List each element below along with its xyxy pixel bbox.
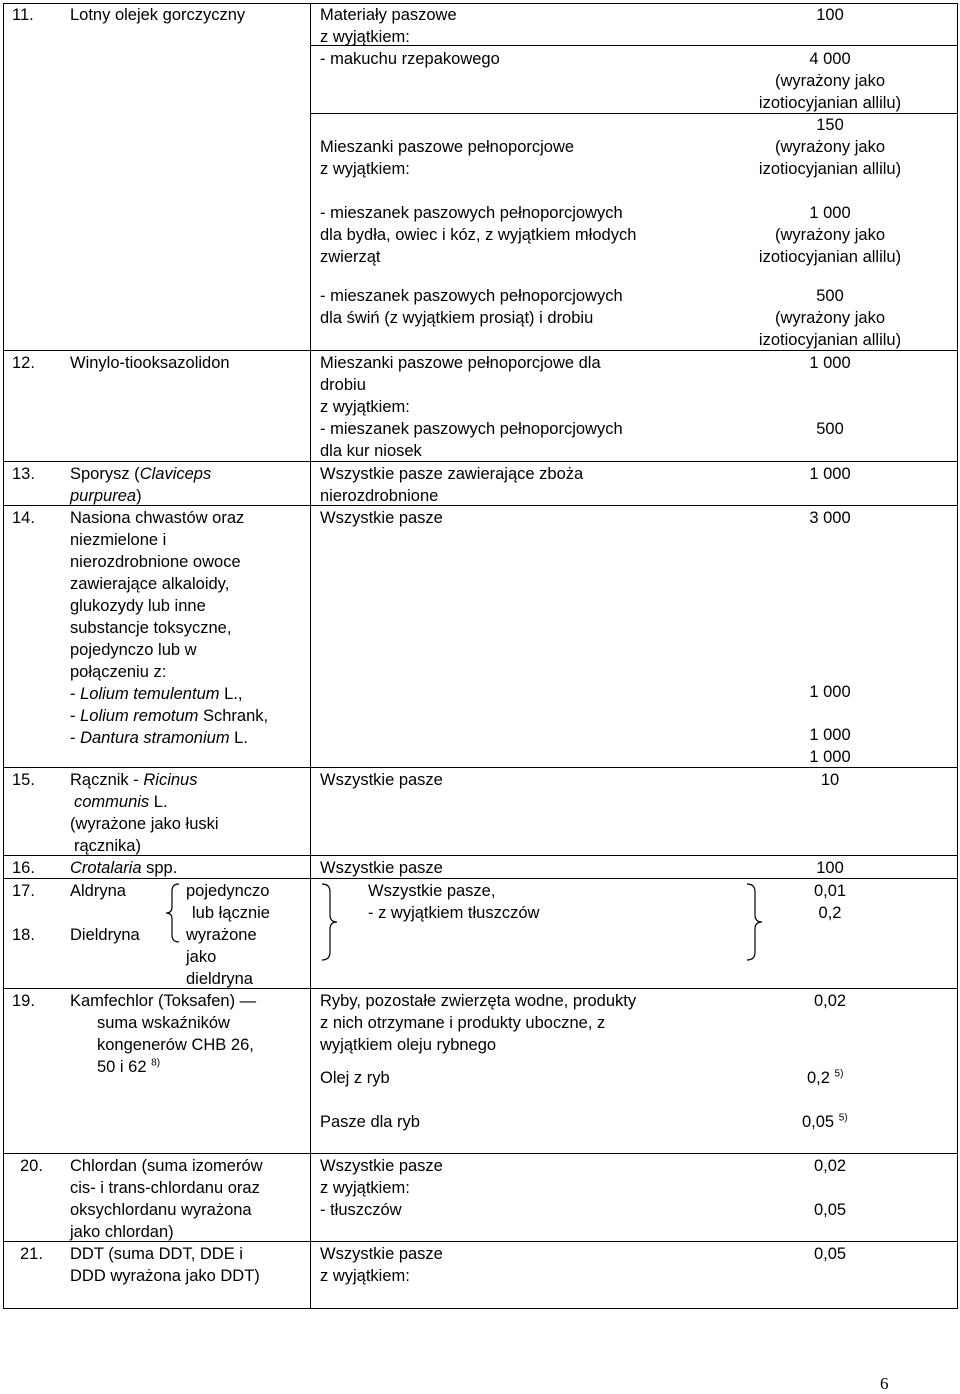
dash: - <box>70 729 81 747</box>
value-note: (wyrażony jako <box>774 72 886 90</box>
substance-name <box>74 791 168 813</box>
max-content-value: 500 <box>816 420 844 438</box>
substance-name <box>70 485 142 507</box>
feed-line: Wszystkie pasze <box>320 1157 443 1175</box>
max-content-value: 100 <box>816 859 844 877</box>
substance-latin: purpurea <box>70 487 137 505</box>
row-number: 11. <box>12 6 34 24</box>
substance-line: rącznika) <box>74 837 141 855</box>
feed-line: - mieszanek paszowych pełnoporcjowych <box>320 287 623 305</box>
substance-latin: Crotalaria <box>70 859 142 877</box>
max-content-value <box>807 1067 843 1089</box>
feed-line: - z wyjątkiem tłuszczów <box>368 904 540 922</box>
max-content-value: 1 000 <box>809 683 851 701</box>
max-content-value: 1 000 <box>809 465 851 483</box>
left-brace-icon <box>320 883 340 961</box>
table-bottom-border <box>3 1308 958 1309</box>
row-number: 19. <box>12 992 35 1010</box>
footnote-marker: 5) <box>838 1112 848 1124</box>
feed-line: Wszystkie pasze zawierające zboża <box>320 465 584 483</box>
substance-line: kongenerów CHB 26, <box>97 1036 254 1054</box>
row-divider <box>3 988 958 989</box>
row-divider <box>3 461 958 462</box>
dash: - <box>70 685 81 703</box>
substance-name <box>70 769 197 791</box>
row-number: 12. <box>12 354 35 372</box>
value-note: izotiocyjanian allilu) <box>758 160 902 178</box>
substance-latin: Ricinus <box>143 771 198 789</box>
feed-line: Ryby, pozostałe zwierzęta wodne, produkty <box>320 992 637 1010</box>
weed-item <box>70 683 242 705</box>
feed-line: dla kur niosek <box>320 442 422 460</box>
row-number: 18. <box>12 926 35 944</box>
value-note: izotiocyjanian allilu) <box>758 248 902 266</box>
substance-line: Chlordan (suma izomerów <box>70 1157 263 1175</box>
substance-line: Nasiona chwastów oraz <box>70 509 245 527</box>
feed-line: drobiu <box>320 376 366 394</box>
feed-line: Wszystkie pasze <box>320 509 443 527</box>
combination-note: wyrażone <box>186 926 257 944</box>
feed-line: Mieszanki paszowe pełnoporcjowe <box>320 138 575 156</box>
weed-item <box>70 727 248 749</box>
footnote-marker: 8) <box>151 1057 161 1069</box>
feed-line: Materiały paszowe <box>320 6 457 24</box>
substance-line: połączeniu z: <box>70 663 167 681</box>
column-divider <box>310 3 311 1309</box>
substance-line: cis- i trans-chlordanu oraz <box>70 1179 260 1197</box>
value-note: (wyrażony jako <box>774 226 886 244</box>
latin-name: Dantura stramonium <box>80 729 230 747</box>
value-note: izotiocyjanian allilu) <box>758 94 902 112</box>
value-note: (wyrażony jako <box>774 138 886 156</box>
feed-line: z wyjątkiem: <box>320 160 410 178</box>
combination-note: lub łącznie <box>192 904 270 922</box>
substance-line: (wyrażone jako łuski <box>70 815 219 833</box>
feed-line: Wszystkie pasze <box>320 1245 443 1263</box>
substance-name: Lotny olejek gorczyczny <box>70 6 246 24</box>
row-number: 14. <box>12 509 35 527</box>
feed-line: Wszystkie pasze <box>320 771 443 789</box>
substance-name <box>70 857 177 879</box>
row-number: 21. <box>20 1245 43 1263</box>
weed-item <box>70 705 268 727</box>
row-number: 15. <box>12 771 35 789</box>
max-content-value: 1 000 <box>809 204 851 222</box>
feed-line: z wyjątkiem: <box>320 1179 410 1197</box>
feed-line: zwierząt <box>320 248 381 266</box>
substance-latin: Claviceps <box>139 465 212 483</box>
combination-note: pojedynczo <box>186 882 270 900</box>
value-text: 0,05 <box>802 1113 835 1131</box>
feed-line: wyjątkiem oleju rybnego <box>320 1036 497 1054</box>
substance-text: Sporysz ( <box>70 465 140 483</box>
feed-line: z wyjątkiem: <box>320 398 410 416</box>
substance-name: Aldryna <box>70 882 126 900</box>
substance-line: nierozdrobnione owoce <box>70 553 241 571</box>
author: L., <box>219 685 243 703</box>
substance-name: Dieldryna <box>70 926 140 944</box>
feed-line: Mieszanki paszowe pełnoporcjowe dla <box>320 354 601 372</box>
substance-line: zawierające alkaloidy, <box>70 575 230 593</box>
table-left-border <box>3 3 4 1309</box>
row-number: 20. <box>20 1157 43 1175</box>
latin-name: Lolium remotum <box>80 707 199 725</box>
value-note: (wyrażony jako <box>774 309 886 327</box>
substance-latin: communis <box>74 793 150 811</box>
feed-line: dla świń (z wyjątkiem prosiąt) i drobiu <box>320 309 594 327</box>
substance-line: Kamfechlor (Toksafen) — <box>70 992 257 1010</box>
substance-name <box>70 463 211 485</box>
value-note: izotiocyjanian allilu) <box>758 331 902 349</box>
table-right-border <box>957 3 958 1309</box>
substance-line: jako chlordan) <box>70 1223 174 1241</box>
max-content-value: 1 000 <box>809 748 851 766</box>
footnote-marker: 5) <box>834 1068 844 1080</box>
feed-line: z nich otrzymane i produkty uboczne, z <box>320 1014 606 1032</box>
combination-note: jako <box>186 948 217 966</box>
substance-text: spp. <box>141 859 178 877</box>
max-content-value: 0,2 <box>818 904 842 922</box>
row-number: 16. <box>12 859 35 877</box>
author: L. <box>229 729 248 747</box>
left-brace-icon <box>162 883 182 943</box>
substance-text: L. <box>149 793 168 811</box>
feed-line: - makuchu rzepakowego <box>320 50 500 68</box>
feed-line: dla bydła, owiec i kóz, z wyjątkiem młodych <box>320 226 637 244</box>
feed-line: Wszystkie pasze, <box>368 882 496 900</box>
feed-line: - mieszanek paszowych pełnoporcjowych <box>320 204 623 222</box>
max-content-value: 4 000 <box>809 50 851 68</box>
feed-line: z wyjątkiem: <box>320 28 410 46</box>
max-content-value: 1 000 <box>809 726 851 744</box>
substance-line: suma wskaźników <box>97 1014 230 1032</box>
substance-name: Winylo-tiooksazolidon <box>70 354 230 372</box>
max-content-value: 0,05 <box>813 1245 847 1263</box>
max-content-value: 1 000 <box>809 354 851 372</box>
feed-line: - tłuszczów <box>320 1201 402 1219</box>
max-content-value: 3 000 <box>809 509 851 527</box>
row-number: 17. <box>12 882 35 900</box>
feed-line: Olej z ryb <box>320 1069 390 1087</box>
max-content-value: 500 <box>816 287 844 305</box>
substance-line: DDD wyrażona jako DDT) <box>70 1267 260 1285</box>
substance-text: ) <box>136 487 142 505</box>
row-divider <box>3 855 958 856</box>
substance-text: Rącznik - <box>70 771 144 789</box>
feed-line: - mieszanek paszowych pełnoporcjowych <box>320 420 623 438</box>
row-number: 13. <box>12 465 35 483</box>
latin-name: Lolium temulentum <box>80 685 220 703</box>
max-content-value: 10 <box>820 771 840 789</box>
max-content-value: 150 <box>816 116 844 134</box>
author: Schrank, <box>198 707 269 725</box>
page-number: 6 <box>880 1374 889 1393</box>
value-text: 0,2 <box>807 1069 830 1087</box>
feed-line: Pasze dla ryb <box>320 1113 420 1131</box>
max-content-value: 0,01 <box>813 882 847 900</box>
feed-line: nierozdrobnione <box>320 487 439 505</box>
substance-line: glukozydy lub inne <box>70 597 206 615</box>
substance-line: DDT (suma DDT, DDE i <box>70 1245 243 1263</box>
substance-line <box>97 1056 160 1078</box>
substance-line: pojedynczo lub w <box>70 641 197 659</box>
substance-line: niezmielone i <box>70 531 167 549</box>
feed-line: Wszystkie pasze <box>320 859 443 877</box>
substance-line: substancje toksyczne, <box>70 619 232 637</box>
row-divider <box>3 505 958 506</box>
dash: - <box>70 707 81 725</box>
max-content-value: 0,02 <box>813 1157 847 1175</box>
substance-text: 50 i 62 <box>97 1058 147 1076</box>
row-divider <box>3 1153 958 1154</box>
max-content-value: 0,02 <box>813 992 847 1010</box>
max-content-value <box>802 1111 848 1133</box>
max-content-value: 100 <box>816 6 844 24</box>
substance-line: oksychlordanu wyrażona <box>70 1201 252 1219</box>
feed-line: z wyjątkiem: <box>320 1267 410 1285</box>
max-content-value: 0,05 <box>813 1201 847 1219</box>
combination-note: dieldryna <box>186 970 253 988</box>
